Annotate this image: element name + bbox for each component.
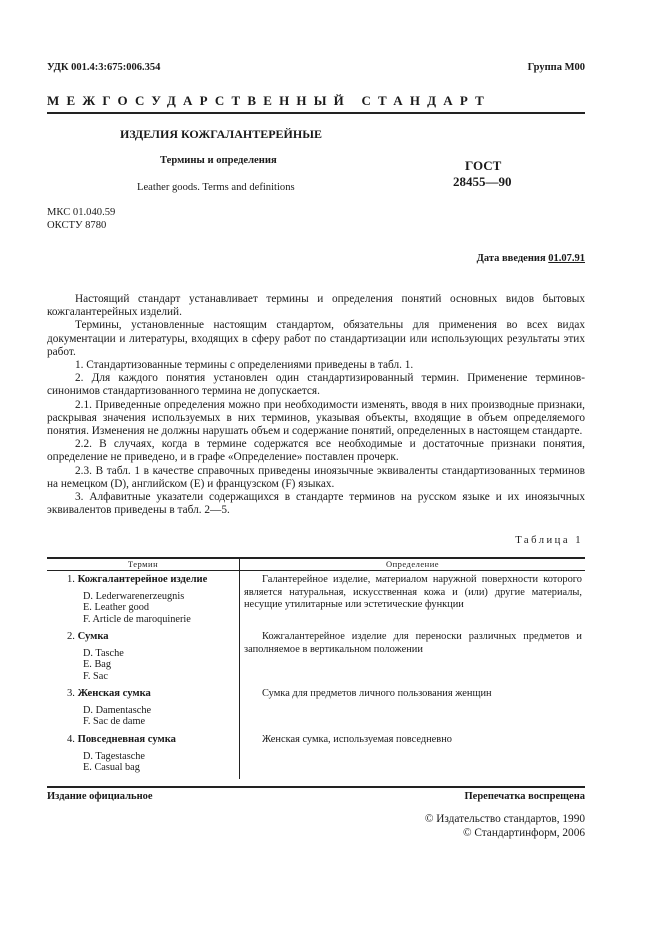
english-title: Leather goods. Terms and definitions [137,182,295,193]
term-number: 1. [67,574,75,585]
group-code: Группа М00 [527,62,585,73]
term-equivalents [83,751,145,774]
paragraph: 2.3. В табл. 1 в качестве справочных приведены иноязычные эквиваленты стандартизованных терминов на немецком (D), английском (E) и французском (F) языках. [47,464,585,490]
equivalent: E. Leather good [83,602,150,614]
equivalent: D. Lederwarenerzeugnis [83,591,185,602]
okstu-code: ОКСТУ 8780 [47,220,107,231]
paragraph: Настоящий стандарт устанавливает термины и определения понятий основных видов бытовых кожгалантерейных изделий. [47,293,585,319]
mks-code: МКС 01.040.59 [47,207,116,218]
term-number: 3. [67,688,75,699]
reprint-notice: Перепечатка воспрещена [464,791,585,802]
intro-date-label: Дата введения [476,253,546,264]
term-number: 2. [67,631,75,642]
paragraph: Термины, установленные настоящим стандартом, обязательны для применения во всех видах документации и литературы, входящих в сферу работ по стандартизации или использующих результаты этих работ. [47,319,585,358]
table-header-rule [47,570,585,571]
term-name: Женская сумка [77,688,151,699]
equivalent: F. Sac [83,670,108,682]
term-definition: Женская сумка, используемая повседневно [262,734,452,745]
document-subtitle: Термины и определения [160,155,277,166]
equivalent: F. Article de maroquinerie [83,613,191,625]
column-header-term: Термин [127,559,159,569]
gost-label: ГОСТ [465,158,502,173]
gost-number: 28455—90 [453,174,512,189]
paragraph: 2.1. Приведенные определения можно при необходимости изменять, вводя в них производные признаки, раскрывая значения используемых в них терминов, указывая объекты, входящие в объем определяемого понятия. Изменения не должны нарушать объем и содержание понятий, определенных в настоящем стандарте. [47,398,585,438]
equivalent: E. Bag [83,659,112,671]
paragraph: 2.2. В случаях, когда в термине содержатся все необходимые и достаточные признаки понятия, определение не приведено, и в графе «Определение» поставлен прочерк. [47,438,585,464]
column-header-definition: Определение [385,559,440,569]
term-name: Повседневная сумка [77,734,176,745]
document-title: ИЗДЕЛИЯ КОЖГАЛАНТЕРЕЙНЫЕ [120,127,323,141]
standard-type: МЕЖГОСУДАРСТВЕННЫЙ СТАНДАРТ [47,93,492,108]
body-text [47,293,585,517]
term-equivalents [83,705,151,728]
paragraph: 3. Алфавитные указатели содержащихся в стандарте терминов на русском языке и их иноязычных эквивалентов приведены в табл. 2—5. [47,491,585,517]
term-name: Сумка [77,631,109,642]
equivalent: F. Sac de dame [83,716,146,728]
term-equivalents [83,591,191,625]
term-definition: Сумка для предметов личного пользования женщин [262,688,492,699]
official-edition: Издание официальное [47,791,153,802]
term-definition: Кожгалантерейное изделие для переноски различных предметов и заполняемое в вертикальном положении [244,631,582,655]
table-caption: Таблица 1 [515,535,583,546]
equivalent: D. Damentasche [83,705,152,716]
copyright-line: © Стандартинформ, 2006 [462,827,585,839]
paragraph: 1. Стандартизованные термины с определениями приведены в табл. 1. [75,359,414,372]
intro-date-value: 01.07.91 [548,253,585,264]
paragraph: 2. Для каждого понятия установлен один стандартизированный термин. Применение терминов-синонимов стандартизованного термина не допускается. [47,372,585,398]
term-equivalents [83,648,124,682]
table-column-divider [239,557,240,779]
equivalent: D. Tagestasche [83,751,145,762]
equivalent: D. Tasche [83,648,124,659]
term-definition: Галантерейное изделие, материалом наружной поверхности которого является натуральная, искусственная кожа и (или) другие материалы, несущие утилитарные или эстетические функции [244,574,582,611]
copyright-line: © Издательство стандартов, 1990 [424,813,585,825]
term-number: 4. [67,734,75,745]
header-rule [47,112,585,114]
intro-date [477,253,585,264]
term-name: Кожгалантерейное изделие [77,574,208,585]
footer-rule [47,786,585,788]
equivalent: E. Casual bag [83,762,140,774]
udk-code: УДК 001.4:3:675:006.354 [47,62,161,73]
